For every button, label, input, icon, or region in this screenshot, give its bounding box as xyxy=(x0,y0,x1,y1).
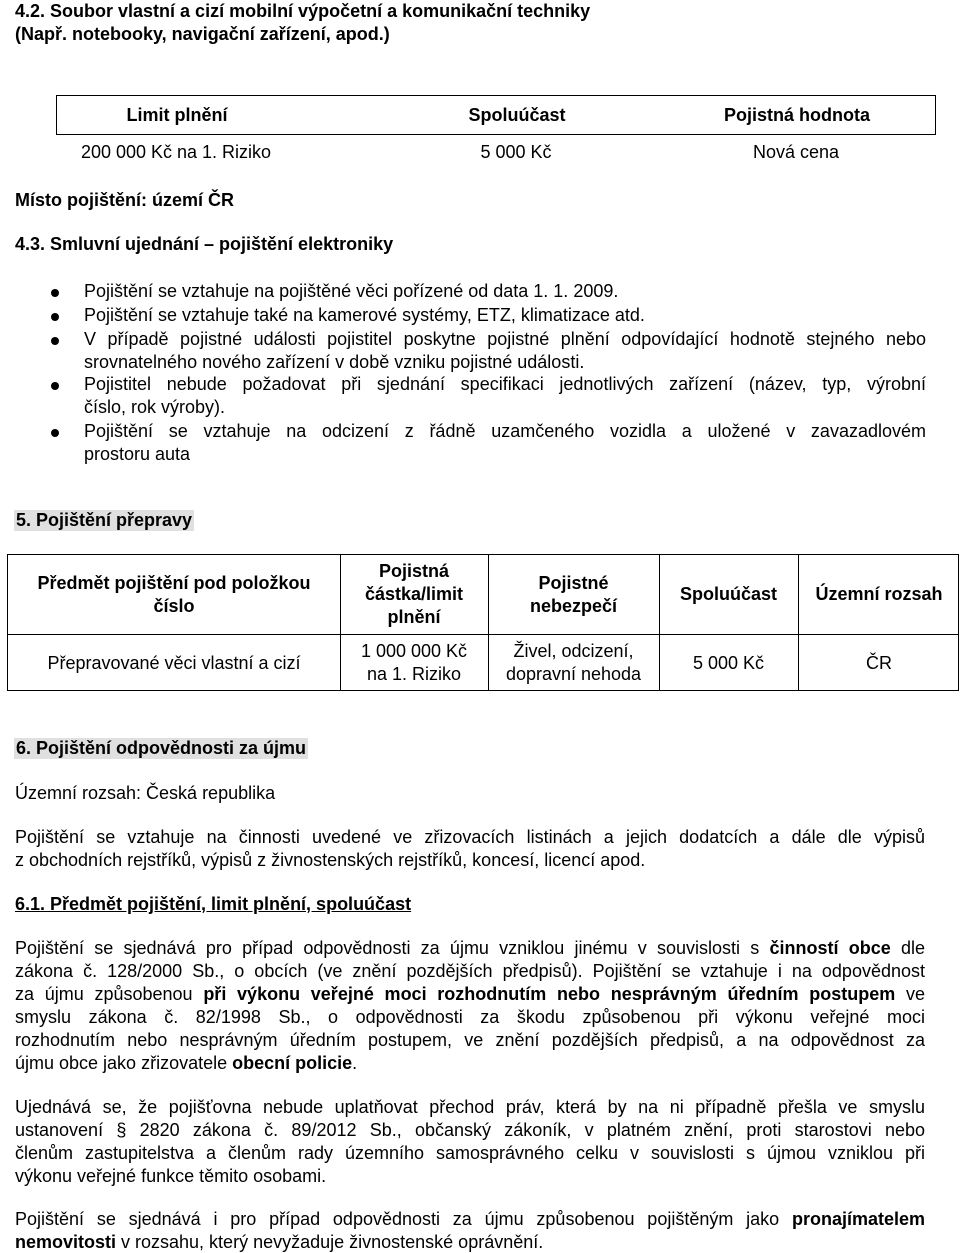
paragraph-2-line: zákona č. 128/2000 Sb., o obcích (ve znění pozdějších předpisů). Pojištění se vztahuje i na odpovědnost xyxy=(15,961,925,981)
cell-pojistna-castka: 1 000 000 Kč na 1. Riziko xyxy=(360,641,468,684)
limits-table-values xyxy=(56,135,936,169)
bullet-icon xyxy=(51,382,59,390)
paragraph-2-line: smyslu zákona č. 82/1998 Sb., o odpovědnosti za škodu způsobenou při výkonu veřejné moci xyxy=(15,1007,925,1027)
section-4-2-title-line2: (Např. notebooky, navigační zařízení, apod.) xyxy=(15,24,390,44)
paragraph-3-line: ustanovení § 2820 zákona č. 89/2012 Sb., občanský zákoník, v platném znění, proti starostovi nebo xyxy=(15,1120,925,1140)
paragraph-1-line: Pojištění se vztahuje na činnosti uvedené ve zřizovacích listinách a jejich dodatcích a dále dle výpisů xyxy=(15,827,925,847)
section-4-2-title-line1: 4.2. Soubor vlastní a cizí mobilní výpočetní a komunikační techniky xyxy=(15,1,591,21)
text-run-bold: pronajímatelem xyxy=(791,1209,925,1229)
bullet-text-cont: srovnatelného nového zařízení v době vzniku pojistné události. xyxy=(84,352,585,372)
text-run: v rozsahu, který nevyžaduje živnostenské oprávnění. xyxy=(116,1232,544,1252)
paragraph-1-line: z obchodních rejstříků, výpisů z živnostenských rejstříků, koncesí, licencí apod. xyxy=(15,850,646,870)
paragraph-2-line xyxy=(15,938,925,959)
uzemni-rozsah-text: Územní rozsah: Česká republika xyxy=(15,783,276,803)
bullet-icon xyxy=(51,313,59,321)
bullet-text: Pojištění se vztahuje na odcizení z řádně uzamčeného vozidla a uložené v zavazadlovém xyxy=(84,421,926,441)
transport-table xyxy=(7,554,959,691)
paragraph-3-line: členům zastupitelstva a členům rady územního samosprávného celku v souvislosti s újmou vzniklou při xyxy=(15,1143,925,1163)
header-pojistna-hodnota: Pojistná hodnota xyxy=(724,104,870,125)
header-uzemni-rozsah: Územní rozsah xyxy=(815,584,943,604)
section-6-1-title: 6.1. Předmět pojištění, limit plnění, spoluúčast xyxy=(15,894,412,914)
misto-pojisteni: Místo pojištění: území ČR xyxy=(15,190,235,210)
bullet-text: Pojistitel nebude požadovat při sjednání specifikaci jednotlivých zařízení (název, typ, výrobní xyxy=(84,374,926,394)
text-run: ve xyxy=(895,984,925,1004)
limits-table-header xyxy=(56,95,936,135)
value-pojistna-hodnota: Nová cena xyxy=(752,141,840,162)
text-run: za újmu způsobenou xyxy=(15,984,204,1004)
header-pojistne-nebezpeci: Pojistné nebezpečí xyxy=(529,572,618,616)
header-predmet: Předmět pojištění pod položkou číslo xyxy=(37,572,311,616)
text-run-bold: činností obce xyxy=(769,938,891,958)
text-run: Pojištění se sjednává i pro případ odpovědnosti za újmu způsobenou pojištěným jako xyxy=(15,1209,792,1229)
paragraph-4-line xyxy=(15,1232,543,1253)
value-limit-plneni: 200 000 Kč na 1. Riziko xyxy=(80,141,272,162)
text-run: . xyxy=(352,1053,358,1073)
paragraph-4-line xyxy=(15,1209,925,1230)
bullet-text-cont: prostoru auta xyxy=(84,444,191,464)
text-run-bold: při výkonu veřejné moci rozhodnutím nebo nesprávným úředním postupem xyxy=(203,984,896,1004)
paragraph-2-line: rozhodnutím nebo nesprávným úředním postupem, ve znění pozdějších předpisů, a na odpovědnost za xyxy=(15,1030,925,1050)
paragraph-3-line: Ujednává se, že pojišťovna nebude uplatňovat přechod práv, která by na ni případně přešla ve smyslu xyxy=(15,1097,925,1117)
bullet-text: Pojištění se vztahuje na pojištěné věci pořízené od data 1. 1. 2009. xyxy=(84,281,619,301)
value-spoluucast: 5 000 Kč xyxy=(480,141,552,162)
bullet-icon xyxy=(51,429,59,437)
bullet-icon xyxy=(51,289,59,297)
text-run-bold: obecní policie xyxy=(232,1053,353,1073)
cell-spoluucast: 5 000 Kč xyxy=(692,652,765,673)
cell-pojistne-nebezpeci: Živel, odcizení, dopravní nehoda xyxy=(505,641,642,684)
header-spoluucast: Spoluúčast xyxy=(679,584,777,604)
cell-uzemni-rozsah: ČR xyxy=(866,652,892,673)
paragraph-2-line xyxy=(15,984,925,1005)
paragraph-3-line: výkonu veřejné funkce těmito osobami. xyxy=(15,1166,327,1186)
section-4-3-title: 4.3. Smluvní ujednání – pojištění elektroniky xyxy=(15,234,394,254)
header-pojistna-castka: Pojistná částka/limit plnění xyxy=(364,561,464,627)
section-6-title: 6. Pojištění odpovědnosti za újmu xyxy=(16,738,307,758)
bullet-icon xyxy=(51,337,59,345)
bullet-text: V případě pojistné události pojistitel poskytne pojistné plnění odpovídající hodnotě stejného nebo xyxy=(84,329,926,349)
text-run: Pojištění se sjednává pro případ odpovědnosti za újmu vzniklou jinému v souvislosti s xyxy=(15,938,770,958)
text-run-bold: nemovitosti xyxy=(15,1232,117,1252)
bullet-text: Pojištění se vztahuje také na kamerové systémy, ETZ, klimatizace atd. xyxy=(84,305,645,325)
header-limit-plneni: Limit plnění xyxy=(126,104,228,125)
section-5-title: 5. Pojištění přepravy xyxy=(16,510,193,530)
text-run: dle xyxy=(890,938,925,958)
paragraph-2-line xyxy=(15,1053,357,1074)
bullet-text-cont: číslo, rok výroby). xyxy=(84,397,226,417)
text-run: újmu obce jako zřizovatele xyxy=(15,1053,233,1073)
header-spoluucast: Spoluúčast xyxy=(468,104,566,125)
cell-predmet: Přepravované věci vlastní a cizí xyxy=(47,652,301,673)
